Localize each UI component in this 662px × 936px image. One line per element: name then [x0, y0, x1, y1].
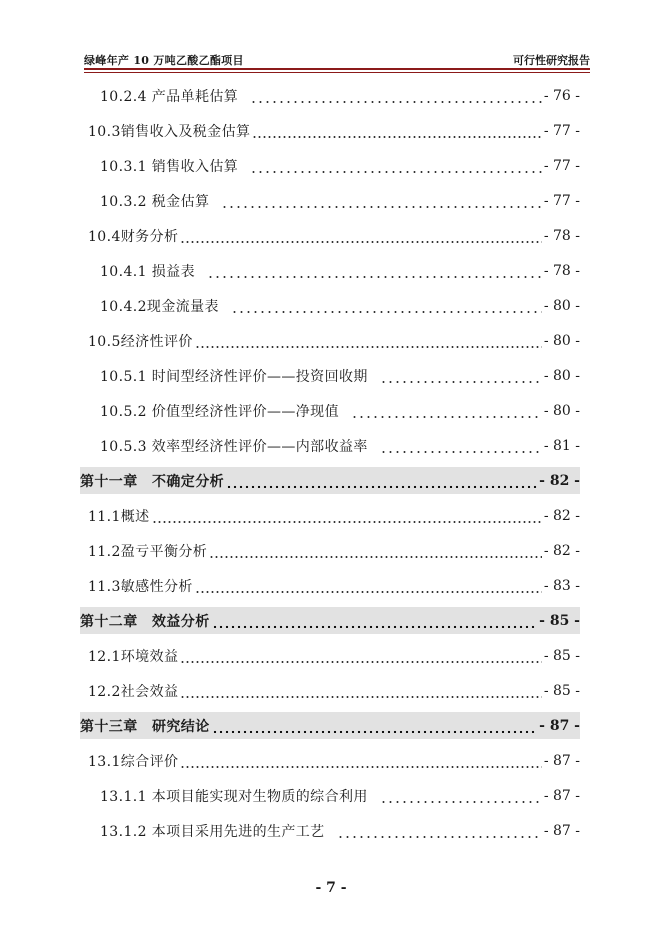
- toc-entry[interactable]: [80, 638, 580, 673]
- toc-entry-page: - 87 -: [543, 822, 580, 839]
- header-rule: [84, 68, 590, 70]
- toc-entry-page: - 82 -: [543, 542, 580, 559]
- toc-entry-page: - 87 -: [543, 752, 580, 769]
- toc-entry-title: 12.2社会效益: [88, 683, 179, 700]
- toc-entry[interactable]: [80, 533, 580, 568]
- toc-entry-title: 10.2.4 产品单耗估算: [100, 88, 239, 105]
- toc-entry-page: - 82 -: [543, 507, 580, 524]
- toc-entry-title: 10.3.2 税金估算: [100, 193, 210, 210]
- toc-entry[interactable]: [80, 743, 580, 778]
- toc-leader-dots: [180, 754, 541, 768]
- toc-entry-page: - 77 -: [543, 122, 580, 139]
- toc-entry[interactable]: [80, 288, 580, 323]
- toc-chapter-entry[interactable]: [80, 712, 580, 739]
- toc-entry[interactable]: [80, 253, 580, 288]
- toc-entry-page: - 80 -: [543, 297, 580, 314]
- toc-entry-page: - 82 -: [539, 472, 580, 489]
- toc-entry-page: - 78 -: [543, 227, 580, 244]
- toc-entry[interactable]: [80, 78, 580, 113]
- toc-leader-dots: [250, 89, 542, 103]
- header-report-type: 可行性研究报告: [513, 54, 590, 67]
- toc-entry-title: 第十一章 不确定分析: [80, 473, 224, 490]
- toc-leader-dots: [195, 334, 542, 348]
- toc-entry[interactable]: [80, 218, 580, 253]
- toc-entry[interactable]: [80, 568, 580, 603]
- toc-leader-dots: [180, 229, 541, 243]
- toc-entry-title: 10.3.1 销售收入估算: [100, 158, 239, 175]
- toc-leader-dots: [152, 509, 542, 523]
- toc-entry-title: 12.1环境效益: [88, 648, 179, 665]
- toc-entry-title: 11.2盈亏平衡分析: [88, 543, 208, 560]
- toc-leader-dots: [180, 684, 541, 698]
- toc-leader-dots: [195, 579, 542, 593]
- toc-entry-title: 第十三章 研究结论: [80, 718, 210, 735]
- toc-leader-dots: [337, 824, 542, 838]
- toc-entry[interactable]: [80, 673, 580, 708]
- toc-entry-page: - 83 -: [543, 577, 580, 594]
- toc-entry-page: - 80 -: [543, 367, 580, 384]
- toc-entry[interactable]: [80, 323, 580, 358]
- toc-entry-page: - 77 -: [543, 157, 580, 174]
- toc-entry-page: - 80 -: [543, 402, 580, 419]
- toc-entry-title: 13.1.1 本项目能实现对生物质的综合利用: [100, 788, 368, 805]
- toc-entry-title: 10.3销售收入及税金估算: [88, 123, 251, 140]
- toc-entry[interactable]: [80, 113, 580, 148]
- toc-leader-dots: [351, 404, 542, 418]
- toc-leader-dots: [221, 194, 541, 208]
- toc-entry-page: - 81 -: [543, 437, 580, 454]
- toc-leader-dots: [231, 299, 542, 313]
- toc-chapter-entry[interactable]: [80, 607, 580, 634]
- toc-leader-dots: [209, 544, 542, 558]
- page-header: [84, 50, 590, 68]
- toc-chapter-entry[interactable]: [80, 467, 580, 494]
- toc-entry-page: - 76 -: [543, 87, 580, 104]
- toc-entry-title: 10.5.3 效率型经济性评价——内部收益率: [100, 438, 368, 455]
- toc-entry-title: 第十二章 效益分析: [80, 613, 210, 630]
- toc-entry-title: 10.4财务分析: [88, 228, 179, 245]
- toc-entry-page: - 85 -: [543, 682, 580, 699]
- header-rule-thin: [84, 72, 590, 73]
- toc-entry[interactable]: [80, 778, 580, 813]
- toc-entry-title: 11.1概述: [88, 508, 150, 525]
- toc-entry[interactable]: [80, 498, 580, 533]
- toc-leader-dots: [226, 474, 537, 488]
- toc-leader-dots: [252, 124, 541, 138]
- toc-entry[interactable]: [80, 428, 580, 463]
- toc-leader-dots: [380, 789, 542, 803]
- toc-leader-dots: [380, 439, 542, 453]
- toc-entry[interactable]: [80, 358, 580, 393]
- toc-entry-title: 10.5.2 价值型经济性评价——净现值: [100, 403, 339, 420]
- table-of-contents: [80, 78, 580, 848]
- toc-entry-title: 13.1.2 本项目采用先进的生产工艺: [100, 823, 325, 840]
- toc-entry[interactable]: [80, 183, 580, 218]
- toc-leader-dots: [207, 264, 542, 278]
- toc-leader-dots: [180, 649, 541, 663]
- toc-entry[interactable]: [80, 148, 580, 183]
- toc-leader-dots: [212, 614, 538, 628]
- toc-entry-page: - 87 -: [539, 717, 580, 734]
- page-number: - 7 -: [315, 880, 347, 896]
- toc-entry-page: - 80 -: [543, 332, 580, 349]
- toc-entry-page: - 77 -: [543, 192, 580, 209]
- toc-entry-title: 11.3敏感性分析: [88, 578, 193, 595]
- toc-leader-dots: [212, 719, 538, 733]
- toc-leader-dots: [380, 369, 542, 383]
- toc-entry-title: 10.4.2现金流量表: [100, 298, 219, 315]
- toc-entry-title: 13.1综合评价: [88, 753, 179, 770]
- toc-entry-title: 10.5.1 时间型经济性评价——投资回收期: [100, 368, 368, 385]
- toc-leader-dots: [250, 159, 542, 173]
- toc-entry[interactable]: [80, 813, 580, 848]
- toc-entry-page: - 87 -: [543, 787, 580, 804]
- toc-entry-page: - 78 -: [543, 262, 580, 279]
- toc-entry-title: 10.5经济性评价: [88, 333, 193, 350]
- toc-entry-page: - 85 -: [539, 612, 580, 629]
- toc-entry-title: 10.4.1 损益表: [100, 263, 195, 280]
- toc-entry-page: - 85 -: [543, 647, 580, 664]
- header-project-title: 绿峰年产 10 万吨乙酸乙酯项目: [84, 54, 244, 67]
- toc-entry[interactable]: [80, 393, 580, 428]
